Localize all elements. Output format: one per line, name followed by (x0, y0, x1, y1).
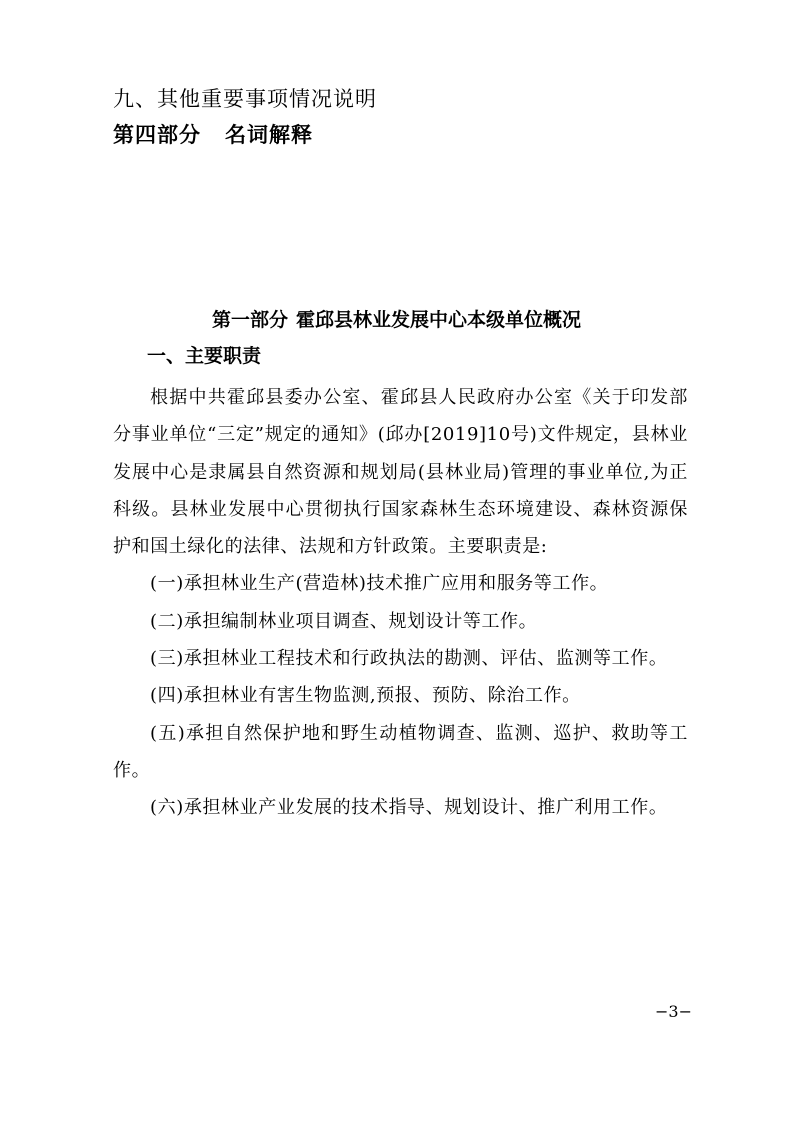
toc-item-other-matters: 九、其他重要事项情况说明 (113, 87, 377, 111)
toc-part-4-heading (113, 120, 313, 150)
section-heading-main-duties: 一、主要职责 (147, 345, 262, 367)
intro-paragraph: 根据中共霍邱县委办公室、霍邱县人民政府办公室《关于印发部分事业单位“三定”规定的通知》(邱办[2019]10号)文件规定，县林业发展中心是隶属县自然资源和规划局(县林业局)管理的事业单位,为正科级。县林业发展中心贯彻执行国家森林生态环境建设、森林资源保护和国土绿化的法律、法规和方针政策。主要职责是: (113, 387, 688, 558)
duty-item-1: (一)承担林业生产(营造林)技术推广应用和服务等工作。 (150, 573, 609, 595)
duty-item-4: (四)承担林业有害生物监测,预报、预防、除治工作。 (150, 685, 581, 707)
part-1-label: 第一部分 (211, 309, 288, 331)
toc-part-4-label: 第四部分 (113, 123, 201, 147)
body-text (113, 379, 688, 827)
page-number: −3− (655, 1002, 692, 1021)
duty-item-3: (三)承担林业工程技术和行政执法的勘测、评估、监测等工作。 (150, 648, 668, 670)
duty-item-2: (二)承担编制林业项目调查、规划设计等工作。 (150, 610, 538, 632)
toc-part-4-title: 名词解释 (225, 123, 313, 147)
part-1-heading (0, 305, 793, 335)
duty-item-5: (五)承担自然保护地和野生动植物调查、监测、巡护、救助等工作。 (113, 722, 688, 781)
part-1-title: 霍邱县林业发展中心本级单位概况 (296, 309, 582, 331)
duty-item-6: (六)承担林业产业发展的技术指导、规划设计、推广利用工作。 (150, 797, 668, 819)
